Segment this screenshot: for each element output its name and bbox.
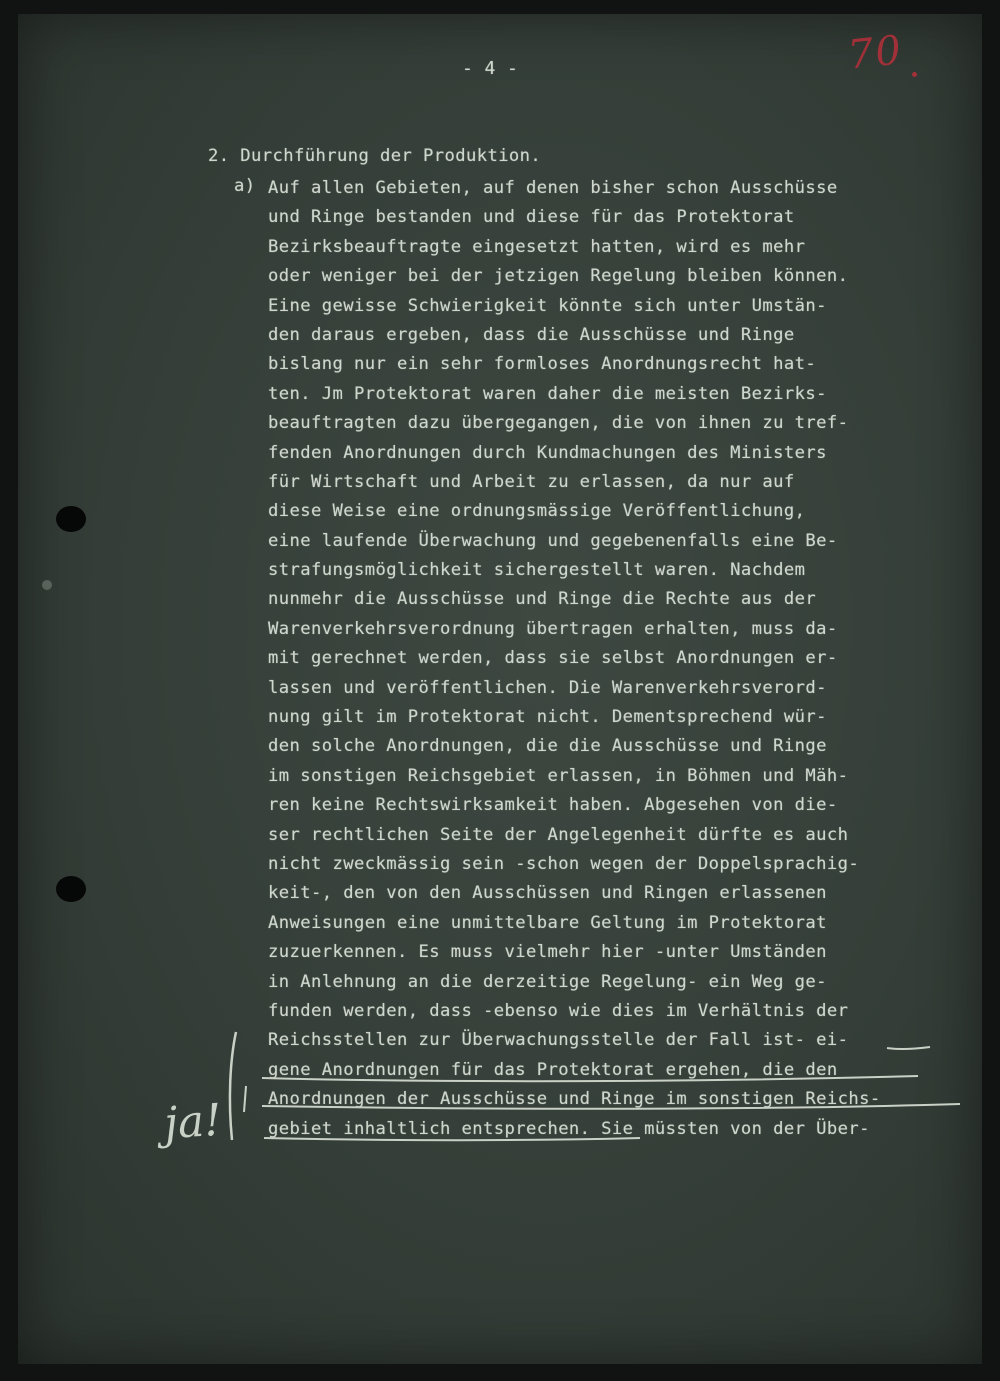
text-line: strafungsmöglichkeit sichergestellt waren. Nachdem bbox=[268, 560, 806, 581]
text-line: nicht zweckmässig sein -schon wegen der Doppelsprachig- bbox=[268, 853, 860, 874]
text-line: nunmehr die Ausschüsse und Ringe die Rechte aus der bbox=[268, 589, 817, 610]
text-line: lassen und veröffentlichen. Die Warenverkehrsverord- bbox=[268, 677, 827, 698]
section-heading: 2. Durchführung der Produktion. bbox=[208, 146, 542, 166]
punch-hole-bottom bbox=[56, 876, 86, 902]
text-line: im sonstigen Reichsgebiet erlassen, in Böhmen und Mäh- bbox=[268, 765, 849, 786]
text-line: Anweisungen eine unmittelbare Geltung im Protektorat bbox=[268, 912, 827, 933]
punch-hole-top bbox=[56, 506, 86, 532]
text-line: diese Weise eine ordnungsmässige Veröffentlichung, bbox=[268, 501, 806, 522]
page-number: - 4 - bbox=[462, 58, 519, 79]
text-line: keit-, den von den Ausschüssen und Ringen erlassenen bbox=[268, 883, 827, 904]
archive-number-dot bbox=[912, 72, 917, 77]
body-text bbox=[268, 174, 881, 1144]
text-line: Auf allen Gebieten, auf denen bisher schon Ausschüsse bbox=[268, 178, 838, 198]
text-line: beauftragten dazu übergegangen, die von ihnen zu tref- bbox=[268, 413, 849, 434]
text-line: fenden Anordnungen durch Kundmachungen des Ministers bbox=[268, 442, 827, 463]
paper-speck bbox=[42, 580, 52, 590]
text-line: den solche Anordnungen, die die Ausschüsse und Ringe bbox=[268, 736, 827, 757]
text-line: oder weniger bei der jetzigen Regelung bleiben können. bbox=[268, 266, 849, 287]
text-line: Reichsstellen zur Überwachungsstelle der Fall ist- ei- bbox=[268, 1030, 849, 1051]
text-line: funden werden, dass -ebenso wie dies im Verhältnis der bbox=[268, 1000, 849, 1021]
text-line: Eine gewisse Schwierigkeit könnte sich unter Umstän- bbox=[268, 295, 827, 316]
text-line: gene Anordnungen für das Protektorat ergehen, die den bbox=[268, 1059, 838, 1080]
text-line: Anordnungen der Ausschüsse und Ringe im sonstigen Reichs- bbox=[268, 1089, 881, 1110]
text-line: den daraus ergeben, dass die Ausschüsse und Ringe bbox=[268, 324, 795, 345]
text-line: nung gilt im Protektorat nicht. Dementsprechend wür- bbox=[268, 707, 827, 728]
text-line: mit gerechnet werden, dass sie selbst Anordnungen er- bbox=[268, 648, 838, 669]
margin-note: ja! bbox=[162, 1094, 224, 1150]
item-label: a) bbox=[234, 176, 256, 196]
text-line: bislang nur ein sehr formloses Anordnungsrecht hat- bbox=[268, 354, 817, 375]
text-line: zuzuerkennen. Es muss vielmehr hier -unter Umständen bbox=[268, 942, 827, 963]
text-line: gebiet inhaltlich entsprechen. Sie müssten von der Über- bbox=[268, 1118, 870, 1139]
text-line: in Anlehnung an die derzeitige Regelung- ein Weg ge- bbox=[268, 971, 827, 992]
text-line: Bezirksbeauftragte eingesetzt hatten, wird es mehr bbox=[268, 236, 806, 257]
text-line: eine laufende Überwachung und gegebenenfalls eine Be- bbox=[268, 530, 838, 551]
text-line: ten. Jm Protektorat waren daher die meisten Bezirks- bbox=[268, 383, 827, 404]
text-line: und Ringe bestanden und diese für das Protektorat bbox=[268, 207, 795, 228]
archive-page-number: 70 bbox=[845, 27, 906, 79]
text-line: ren keine Rechtswirksamkeit haben. Abgesehen von die- bbox=[268, 795, 838, 816]
text-line: ser rechtlichen Seite der Angelegenheit dürfte es auch bbox=[268, 824, 849, 845]
text-line: Warenverkehrsverordnung übertragen erhalten, muss da- bbox=[268, 618, 838, 639]
text-line: für Wirtschaft und Arbeit zu erlassen, da nur auf bbox=[268, 471, 795, 492]
